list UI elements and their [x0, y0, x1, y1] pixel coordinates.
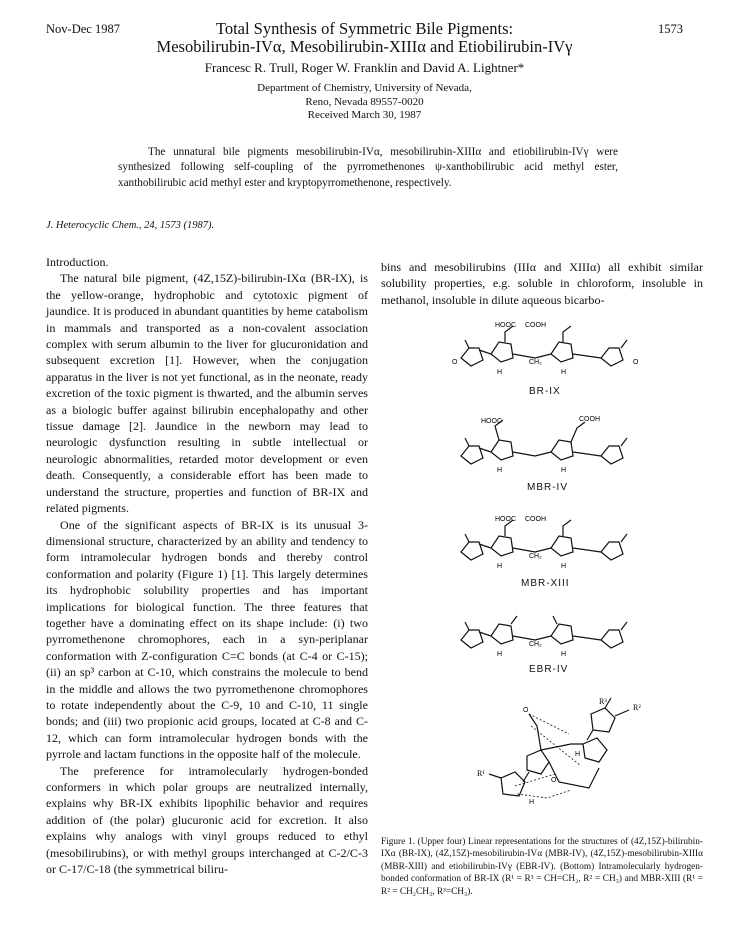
h-label: H [529, 799, 535, 806]
authors: Francesc R. Trull, Roger W. Franklin and David A. Lightner* [204, 60, 525, 75]
section-heading: Introduction. [46, 255, 109, 269]
cooh-label: COOH [525, 516, 546, 523]
h-label: H [497, 369, 503, 376]
ch2-label: CH₂ [529, 641, 542, 648]
o-label: O [633, 359, 639, 366]
structure-mbr-xiii [451, 512, 651, 572]
affiliation-dept: Department of Chemistry, University of Nevada, [257, 82, 472, 94]
h-label: H [561, 563, 567, 570]
o-label: O [452, 359, 458, 366]
h-label: H [561, 651, 567, 658]
cooh-label: COOH [579, 416, 600, 423]
label-mbr-iv: MBR-IV [527, 482, 568, 493]
h-label: H [561, 467, 567, 474]
left-column [46, 254, 368, 877]
h-label: H [497, 651, 503, 658]
citation: J. Heterocyclic Chem., 24, 1573 (1987). [46, 220, 215, 231]
hooc-label: HOOC [495, 516, 516, 523]
ch2-label: CH₂ [529, 359, 542, 366]
right-column [381, 259, 703, 308]
hooc-label: HOOC [481, 418, 502, 425]
cooh-label: COOH [525, 322, 546, 329]
r2-label: R² [633, 703, 641, 712]
paragraph-3: The preference for intramolecularly hydrogen-bonded conformers in which polar groups are neutralized internally, explains why BR-IX exhibits lipophilic behavior and requires addition of (the polar) glucuronic acid for excretion. It also explains why analogs with vinyl groups reduced to ethyl (mesobilirubins), or with methyl groups interchanged at C-2/C-3 or C-17/C-18 (the symmetrical biliru- [46, 763, 368, 877]
structure-mbr-iv [451, 414, 651, 476]
figure-1 [381, 316, 703, 811]
h-label: H [575, 751, 581, 758]
page-number: 1573 [658, 22, 683, 36]
o-label: O [551, 777, 557, 784]
label-mbr-xiii: MBR-XIII [521, 578, 570, 589]
abstract-text: The unnatural bile pigments mesobilirubin-IVα, mesobilirubin-XIIIα and etiobilirubin-IVγ were synthesized following self-coupling of the pyrromethenones ψ-xanthobilirubic acid methyl ester, xanthobilirubic acid methyl ester and kryptopyrromethenone, respectively. [118, 146, 618, 189]
ch2-label: CH₂ [529, 553, 542, 560]
figure-caption: Figure 1. (Upper four) Linear representations for the structures of (4Z,15Z)-bilirubin-IXα (BR-IX), (4Z,15Z)-mesobilirubin-IVα (MBR-IV), (4Z,15Z)-mesobilirubin-XIIIα (MBR-XIII) and etiobilirubin-IVγ (EBR-IV). (Bottom) Intramolecularly hydrogen-bonded conformation of BR-IX (R¹ = R³ = CH=CH₂, R² = CH₃) and MBR-XIII (R¹ = R² = CH₂CH₃, R³=CH₃). [381, 837, 703, 897]
structure-br-ix [451, 318, 651, 378]
hooc-label: HOOC [495, 322, 516, 329]
r1-label: R¹ [477, 769, 485, 778]
abstract [118, 145, 618, 191]
title-line-1: Total Synthesis of Symmetric Bile Pigments: [215, 19, 514, 38]
structure-ebr-iv [451, 610, 651, 660]
o-label: O [523, 707, 529, 714]
r3-label: R³ [599, 697, 607, 706]
label-br-ix: BR-IX [529, 386, 561, 397]
h-label: H [561, 369, 567, 376]
h-label: H [497, 467, 503, 474]
journal-issue: Nov-Dec 1987 [46, 22, 120, 36]
paragraph-2: One of the significant aspects of BR-IX is its unusual 3-dimensional structure, characterized by an ability and tendency to form intramolecular hydrogen bonds and thereby control conformation and polarity (Figure 1) [1]. This largely determines its hydrophobic solubility properties and has important implications for biological function. The three features that together have a dominating effect on its shape include: (i) two pyrromethenone chromophores, each in a syn-periplanar conformation with Z-configuration C=C bonds (at C-4 or C-15); (ii) an sp³ carbon at C-10, which constrains the molecule to bend in the middle and allows the two pyrromethenone chromophores to rotate independently about the C-9, 10 and C-10, 11 single bonds; and (iii) two propionic acid groups, located at C-8 and C-12, which can form intramolecular hydrogen bonds with the pyrrole and lactam functions in the opposite half of the molecule. [46, 517, 368, 762]
affiliation [0, 82, 729, 123]
title-line-2: Mesobilirubin-IVα, Mesobilirubin-XIIIα and Etiobilirubin-IVγ [156, 37, 573, 56]
label-ebr-iv: EBR-IV [529, 664, 569, 675]
affiliation-address: Reno, Nevada 89557-0020 [305, 95, 424, 108]
paragraph-continued: bins and mesobilirubins (IIIα and XIIIα) all exhibit similar solubility properties, e.g. soluble in chloroform, insoluble in methanol, insoluble in dilute aqueous bicarbo- [381, 260, 703, 307]
paragraph-1: The natural bile pigment, (4Z,15Z)-bilirubin-IXα (BR-IX), is the yellow-orange, hydrophobic and cytotoxic pigment of jaundice. It is produced in abundant quantities by heme catabolism in mammals and transported as a non-covalent association complex with serum albumin to the liver for glucuronidation and subsequent excretion [1]. However, when the conjugation apparatus in the liver is not yet functional, as in the neonate, ready excretion of the toxic pigment is thwarted, and the albumin serves as a biologic buffer against bilirubin encephalopathy and other tissue damage [2]. Jaundice in the newborn may lead to neurologic dysfunction resulting in subtle intellectual or neurologic abnormalities, retarded motor development or even death. Consequently, a considerable effort has been made to understand the structure, properties and function of BR-IX and related pigments. [46, 271, 368, 516]
h-label: H [497, 563, 503, 570]
received-date: Received March 30, 1987 [307, 109, 422, 121]
structure-hbond-conformation [471, 696, 661, 808]
